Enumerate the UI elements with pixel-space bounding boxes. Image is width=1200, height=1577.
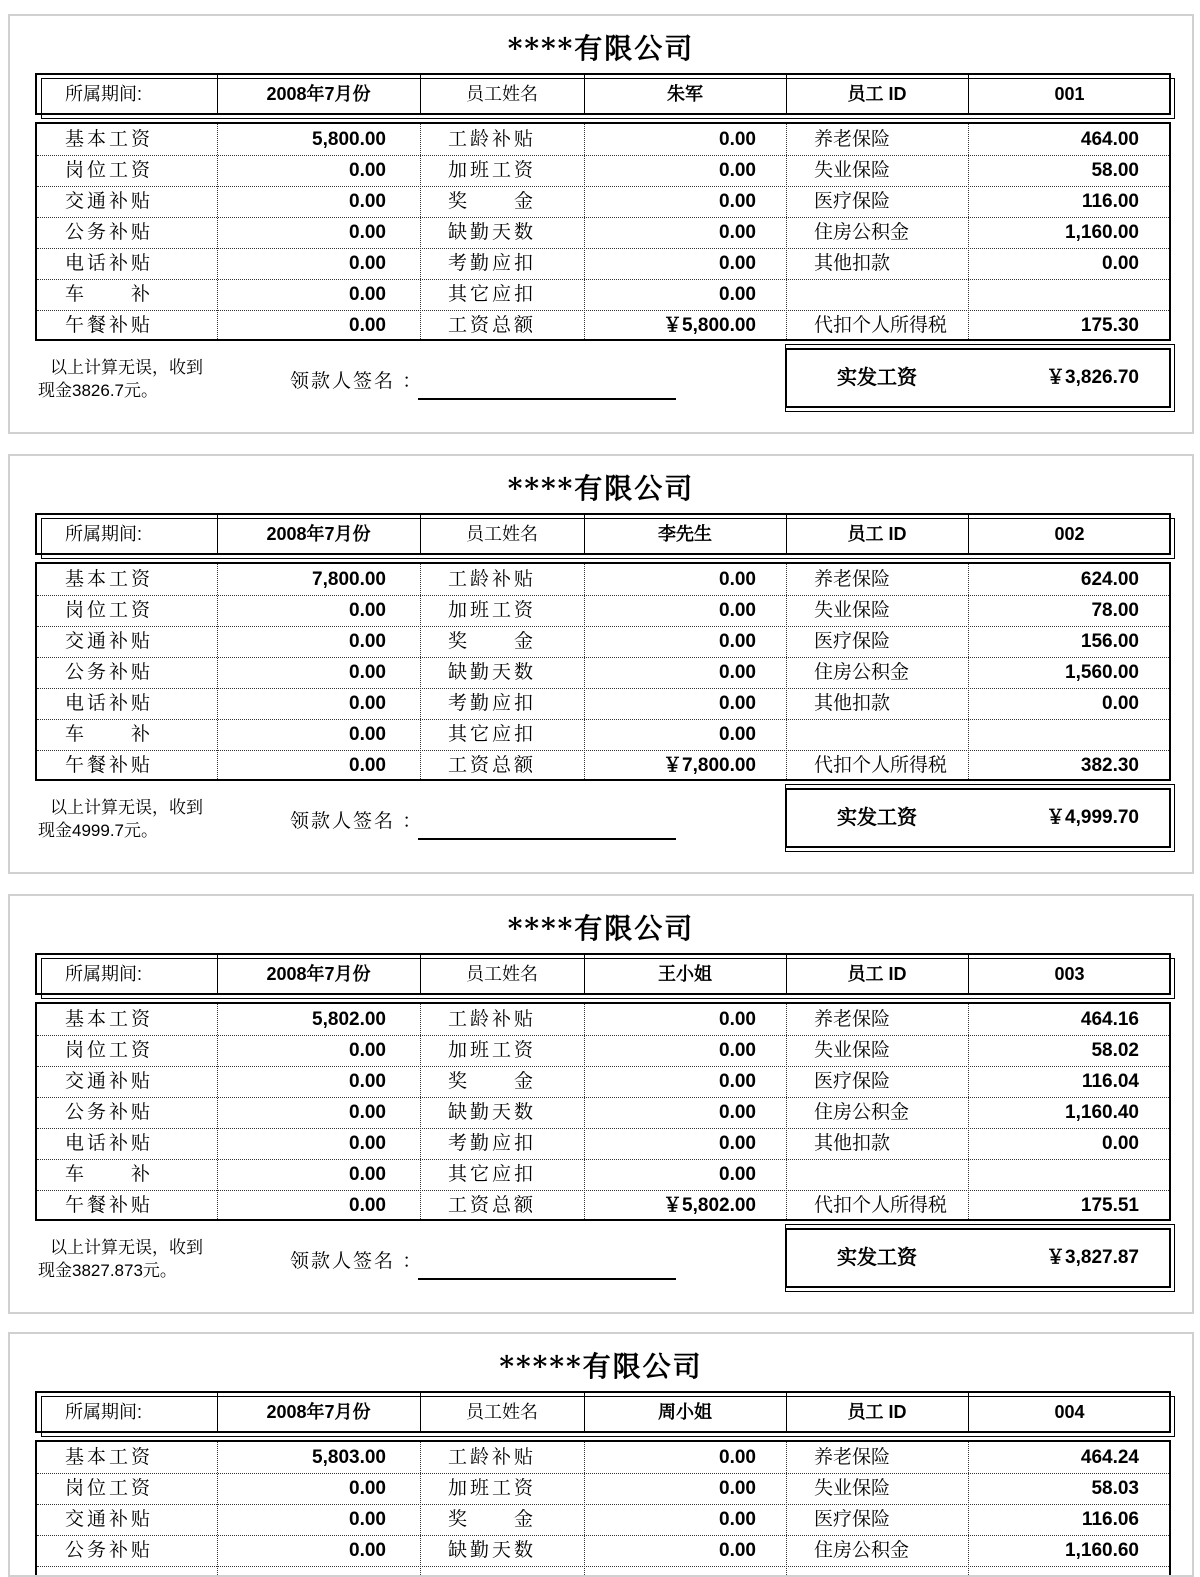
earning-label: 公务补贴 xyxy=(65,1540,154,1561)
deduction-label: 养老保险 xyxy=(814,129,891,150)
table-row xyxy=(37,1535,1169,1567)
table-row xyxy=(37,657,1169,689)
table-row xyxy=(37,217,1169,249)
employee-name: 王小姐 xyxy=(658,964,712,984)
deduction-label: 失业保险 xyxy=(814,600,891,621)
deduction-value: 624.00 xyxy=(1080,569,1139,590)
salary-grid xyxy=(35,122,1171,341)
deduction-value: 0.00 xyxy=(1102,693,1139,714)
employee-name: 李先生 xyxy=(658,524,712,544)
receipt-note-line1: 以上计算无误，收到 xyxy=(50,1238,203,1257)
earning-value: 0.00 xyxy=(349,1071,386,1092)
deduction-label: 其他扣款 xyxy=(814,693,891,714)
allowance-label: 加班工资 xyxy=(448,1478,537,1499)
allowance-label: 缺勤天数 xyxy=(448,1540,537,1561)
table-row xyxy=(37,750,1169,781)
deduction-value: 58.02 xyxy=(1091,1040,1139,1061)
table-row xyxy=(37,1190,1169,1221)
earning-value: 5,802.00 xyxy=(312,1009,386,1030)
period-value: 2008年7月份 xyxy=(266,964,371,984)
table-row xyxy=(37,1004,1169,1036)
deduction-label: 养老保险 xyxy=(814,1009,891,1030)
table-row xyxy=(37,688,1169,720)
header-divider xyxy=(217,1393,218,1431)
table-row xyxy=(37,279,1169,311)
deduction-label: 代扣个人所得税 xyxy=(814,755,948,776)
receipt-note-line2: 现金4999.7元。 xyxy=(38,821,158,840)
period-label: 所属期间: xyxy=(65,84,143,104)
allowance-label: 工龄补贴 xyxy=(448,1447,537,1468)
allowance-label: 其它应扣 xyxy=(448,724,537,745)
deduction-value: 0.00 xyxy=(1102,1133,1139,1154)
allowance-label: 工龄补贴 xyxy=(448,569,537,590)
deduction-value: 1,160.40 xyxy=(1065,1102,1139,1123)
earning-value: 0.00 xyxy=(349,160,386,181)
company-title: ****有限公司 xyxy=(507,472,695,505)
table-row xyxy=(37,186,1169,218)
allowance-value: 0.00 xyxy=(719,600,756,621)
deduction-value: 1,160.60 xyxy=(1065,1540,1139,1561)
earning-label: 交通补贴 xyxy=(65,631,154,652)
signature-label: 领款人签名 ： xyxy=(290,371,424,392)
allowance-value: 0.00 xyxy=(719,1540,756,1561)
receipt-note-line1: 以上计算无误，收到 xyxy=(50,358,203,377)
allowance-value: 0.00 xyxy=(719,222,756,243)
header-divider xyxy=(786,955,787,993)
table-row xyxy=(37,595,1169,627)
net-pay-value: ￥4,999.70 xyxy=(1046,807,1139,828)
allowance-label: 考勤应扣 xyxy=(448,1133,537,1154)
employee-id: 001 xyxy=(1054,84,1085,104)
allowance-label: 奖 金 xyxy=(448,631,537,652)
earning-label: 交通补贴 xyxy=(65,1509,154,1530)
header-divider xyxy=(217,515,218,553)
allowance-value: 0.00 xyxy=(719,631,756,652)
payslip xyxy=(8,14,1194,434)
receipt-note-line2: 现金3827.873元。 xyxy=(38,1261,177,1280)
deduction-value: 58.03 xyxy=(1091,1478,1139,1499)
company-title: *****有限公司 xyxy=(499,1350,703,1383)
earning-label: 公务补贴 xyxy=(65,222,154,243)
table-row xyxy=(37,124,1169,156)
header-row xyxy=(35,953,1171,995)
id-label: 员工 ID xyxy=(847,1402,907,1422)
earning-value: 0.00 xyxy=(349,284,386,305)
employee-id: 002 xyxy=(1054,524,1085,544)
deduction-label: 其他扣款 xyxy=(814,253,891,274)
header-divider xyxy=(584,955,585,993)
earning-value: 0.00 xyxy=(349,1164,386,1185)
employee-id: 003 xyxy=(1054,964,1085,984)
deduction-value: 58.00 xyxy=(1091,160,1139,181)
allowance-value: ￥7,800.00 xyxy=(663,755,756,776)
deduction-value xyxy=(968,1159,1171,1190)
deduction-label xyxy=(786,279,968,310)
deduction-label: 养老保险 xyxy=(814,569,891,590)
earning-label: 交通补贴 xyxy=(65,191,154,212)
period-label: 所属期间: xyxy=(65,524,143,544)
earning-label: 电话补贴 xyxy=(65,693,154,714)
allowance-label: 奖 金 xyxy=(448,1509,537,1530)
deduction-value: 464.16 xyxy=(1080,1009,1139,1030)
header-divider xyxy=(217,75,218,113)
allowance-value: 0.00 xyxy=(719,693,756,714)
earning-value: 0.00 xyxy=(349,631,386,652)
allowance-value: 0.00 xyxy=(719,1102,756,1123)
earning-value: 0.00 xyxy=(349,1509,386,1530)
table-row xyxy=(37,1473,1169,1505)
allowance-label: 加班工资 xyxy=(448,600,537,621)
allowance-label: 工龄补贴 xyxy=(448,1009,537,1030)
earning-value: 0.00 xyxy=(349,1133,386,1154)
deduction-label xyxy=(786,719,968,750)
deduction-value: 116.04 xyxy=(1081,1071,1139,1092)
employee-name: 朱军 xyxy=(667,84,703,104)
allowance-value: 0.00 xyxy=(719,1071,756,1092)
allowance-label: 工资总额 xyxy=(448,315,537,336)
signature-label: 领款人签名 ： xyxy=(290,811,424,832)
deduction-label: 代扣个人所得税 xyxy=(814,1195,948,1216)
header-divider xyxy=(968,515,969,553)
period-label: 所属期间: xyxy=(65,1402,143,1422)
header-divider xyxy=(420,75,421,113)
period-value: 2008年7月份 xyxy=(266,1402,371,1422)
header-divider xyxy=(420,515,421,553)
net-pay-label: 实发工资 xyxy=(837,367,917,389)
header-row xyxy=(35,73,1171,115)
earning-value: 0.00 xyxy=(349,222,386,243)
deduction-label: 住房公积金 xyxy=(814,1102,910,1123)
allowance-value: 0.00 xyxy=(719,284,756,305)
header-divider xyxy=(786,1393,787,1431)
deduction-label: 住房公积金 xyxy=(814,222,910,243)
allowance-label: 缺勤天数 xyxy=(448,222,537,243)
allowance-label: 奖 金 xyxy=(448,191,537,212)
earning-label: 车 补 xyxy=(65,1164,154,1185)
deduction-value: 382.30 xyxy=(1080,755,1139,776)
net-pay-value: ￥3,827.87 xyxy=(1046,1247,1139,1268)
allowance-label: 加班工资 xyxy=(448,1040,537,1061)
deduction-value: 464.24 xyxy=(1080,1447,1139,1468)
id-label: 员工 ID xyxy=(847,964,907,984)
earning-label: 公务补贴 xyxy=(65,1102,154,1123)
deduction-label: 失业保险 xyxy=(814,160,891,181)
name-label: 员工姓名 xyxy=(466,964,538,984)
header-divider xyxy=(968,1393,969,1431)
deduction-value: 116.00 xyxy=(1081,191,1139,212)
employee-id: 004 xyxy=(1054,1402,1085,1422)
signature-line[interactable] xyxy=(418,1278,676,1280)
earning-value: 0.00 xyxy=(349,662,386,683)
allowance-value: 0.00 xyxy=(719,1164,756,1185)
earning-label: 午餐补贴 xyxy=(65,315,154,336)
table-row xyxy=(37,564,1169,596)
net-pay-label: 实发工资 xyxy=(837,807,917,829)
deduction-label: 住房公积金 xyxy=(814,662,910,683)
header-row xyxy=(35,1391,1171,1433)
earning-label: 基本工资 xyxy=(65,569,154,590)
header-divider xyxy=(217,955,218,993)
deduction-value xyxy=(968,719,1171,750)
earning-value: 0.00 xyxy=(349,253,386,274)
earning-label: 车 补 xyxy=(65,284,154,305)
header-divider xyxy=(968,955,969,993)
earning-label: 午餐补贴 xyxy=(65,1195,154,1216)
earning-value: 7,800.00 xyxy=(312,569,386,590)
table-row xyxy=(37,1066,1169,1098)
earning-label: 电话补贴 xyxy=(65,253,154,274)
deduction-label: 失业保险 xyxy=(814,1478,891,1499)
allowance-label: 其它应扣 xyxy=(448,284,537,305)
allowance-label: 工资总额 xyxy=(448,1195,537,1216)
deduction-label: 代扣个人所得税 xyxy=(814,315,948,336)
name-label: 员工姓名 xyxy=(466,1402,538,1422)
deduction-value xyxy=(968,279,1171,310)
deduction-label: 养老保险 xyxy=(814,1447,891,1468)
earning-value: 0.00 xyxy=(349,600,386,621)
earning-label: 交通补贴 xyxy=(65,1071,154,1092)
net-pay-box xyxy=(785,348,1171,408)
earning-label: 公务补贴 xyxy=(65,662,154,683)
table-row xyxy=(37,1504,1169,1536)
id-label: 员工 ID xyxy=(847,84,907,104)
earning-label: 基本工资 xyxy=(65,1009,154,1030)
net-pay-value: ￥3,826.70 xyxy=(1046,367,1139,388)
earning-label: 基本工资 xyxy=(65,129,154,150)
allowance-value: 0.00 xyxy=(719,1009,756,1030)
allowance-value: 0.00 xyxy=(719,191,756,212)
receipt-note xyxy=(38,796,203,842)
table-row xyxy=(37,1442,1169,1474)
salary-grid xyxy=(35,562,1171,781)
table-row xyxy=(37,1097,1169,1129)
allowance-label: 加班工资 xyxy=(448,160,537,181)
allowance-value: 0.00 xyxy=(719,160,756,181)
allowance-value: 0.00 xyxy=(719,1478,756,1499)
deduction-value: 1,560.00 xyxy=(1065,662,1139,683)
net-pay-box xyxy=(785,788,1171,848)
table-row xyxy=(37,1035,1169,1067)
allowance-value: 0.00 xyxy=(719,569,756,590)
earning-value: 0.00 xyxy=(349,755,386,776)
net-pay-box xyxy=(785,1228,1171,1288)
header-divider xyxy=(968,75,969,113)
deduction-value: 1,160.00 xyxy=(1065,222,1139,243)
net-pay-label: 实发工资 xyxy=(837,1247,917,1269)
header-divider xyxy=(584,75,585,113)
table-row xyxy=(37,626,1169,658)
period-value: 2008年7月份 xyxy=(266,84,371,104)
salary-grid xyxy=(35,1002,1171,1221)
allowance-label: 缺勤天数 xyxy=(448,1102,537,1123)
allowance-value: 0.00 xyxy=(719,129,756,150)
earning-label: 岗位工资 xyxy=(65,1478,154,1499)
allowance-label: 其它应扣 xyxy=(448,1164,537,1185)
earning-value: 5,800.00 xyxy=(312,129,386,150)
deduction-label: 医疗保险 xyxy=(814,1071,891,1092)
allowance-value: ￥5,802.00 xyxy=(663,1195,756,1216)
deduction-label: 医疗保险 xyxy=(814,631,891,652)
company-title: ****有限公司 xyxy=(507,912,695,945)
header-row xyxy=(35,513,1171,555)
company-title: ****有限公司 xyxy=(507,32,695,65)
allowance-value: 0.00 xyxy=(719,1509,756,1530)
deduction-value: 78.00 xyxy=(1091,600,1139,621)
period-value: 2008年7月份 xyxy=(266,524,371,544)
deduction-label: 失业保险 xyxy=(814,1040,891,1061)
earning-label: 岗位工资 xyxy=(65,160,154,181)
earning-value: 0.00 xyxy=(349,1195,386,1216)
receipt-note xyxy=(38,356,203,402)
header-divider xyxy=(420,1393,421,1431)
earning-value: 0.00 xyxy=(349,1540,386,1561)
earning-value: 0.00 xyxy=(349,724,386,745)
earning-value: 0.00 xyxy=(349,1478,386,1499)
deduction-value: 175.30 xyxy=(1080,315,1139,336)
id-label: 员工 ID xyxy=(847,524,907,544)
receipt-note-line1: 以上计算无误，收到 xyxy=(50,798,203,817)
earning-label: 岗位工资 xyxy=(65,600,154,621)
earning-value: 0.00 xyxy=(349,1040,386,1061)
earning-value: 0.00 xyxy=(349,1102,386,1123)
earning-label: 基本工资 xyxy=(65,1447,154,1468)
allowance-label: 工资总额 xyxy=(448,755,537,776)
header-divider xyxy=(420,955,421,993)
header-divider xyxy=(584,515,585,553)
payslip xyxy=(8,894,1194,1314)
allowance-value: 0.00 xyxy=(719,724,756,745)
allowance-label: 缺勤天数 xyxy=(448,662,537,683)
deduction-label: 其他扣款 xyxy=(814,1133,891,1154)
header-divider xyxy=(786,75,787,113)
allowance-label: 考勤应扣 xyxy=(448,693,537,714)
header-divider xyxy=(786,515,787,553)
salary-grid xyxy=(35,1440,1171,1575)
name-label: 员工姓名 xyxy=(466,84,538,104)
payslip xyxy=(8,454,1194,874)
deduction-value: 116.06 xyxy=(1081,1509,1139,1530)
earning-label: 岗位工资 xyxy=(65,1040,154,1061)
table-row xyxy=(37,248,1169,280)
deduction-label xyxy=(786,1159,968,1190)
deduction-value: 175.51 xyxy=(1080,1195,1139,1216)
signature-line[interactable] xyxy=(418,838,676,840)
allowance-value: ￥5,800.00 xyxy=(663,315,756,336)
deduction-label: 医疗保险 xyxy=(814,1509,891,1530)
earning-label: 电话补贴 xyxy=(65,1133,154,1154)
table-row xyxy=(37,155,1169,187)
allowance-label: 奖 金 xyxy=(448,1071,537,1092)
allowance-value: 0.00 xyxy=(719,1133,756,1154)
earning-value: 0.00 xyxy=(349,693,386,714)
header-divider xyxy=(584,1393,585,1431)
signature-line[interactable] xyxy=(418,398,676,400)
table-row xyxy=(37,719,1169,751)
payslip xyxy=(8,1332,1194,1577)
deduction-value: 0.00 xyxy=(1102,253,1139,274)
allowance-value: 0.00 xyxy=(719,253,756,274)
allowance-label: 考勤应扣 xyxy=(448,253,537,274)
signature-label: 领款人签名 ： xyxy=(290,1251,424,1272)
allowance-label: 工龄补贴 xyxy=(448,129,537,150)
deduction-label: 住房公积金 xyxy=(814,1540,910,1561)
table-row xyxy=(37,1128,1169,1160)
earning-value: 0.00 xyxy=(349,191,386,212)
earning-label: 午餐补贴 xyxy=(65,755,154,776)
table-row xyxy=(37,1159,1169,1191)
deduction-label: 医疗保险 xyxy=(814,191,891,212)
earning-value: 0.00 xyxy=(349,315,386,336)
receipt-note-line2: 现金3826.7元。 xyxy=(38,381,158,400)
table-row xyxy=(37,310,1169,341)
receipt-note xyxy=(38,1236,203,1282)
deduction-value: 464.00 xyxy=(1080,129,1139,150)
deduction-value: 156.00 xyxy=(1080,631,1139,652)
allowance-value: 0.00 xyxy=(719,1447,756,1468)
earning-value: 5,803.00 xyxy=(312,1447,386,1468)
employee-name: 周小姐 xyxy=(658,1402,712,1422)
period-label: 所属期间: xyxy=(65,964,143,984)
name-label: 员工姓名 xyxy=(466,524,538,544)
earning-label: 车 补 xyxy=(65,724,154,745)
allowance-value: 0.00 xyxy=(719,1040,756,1061)
allowance-value: 0.00 xyxy=(719,662,756,683)
